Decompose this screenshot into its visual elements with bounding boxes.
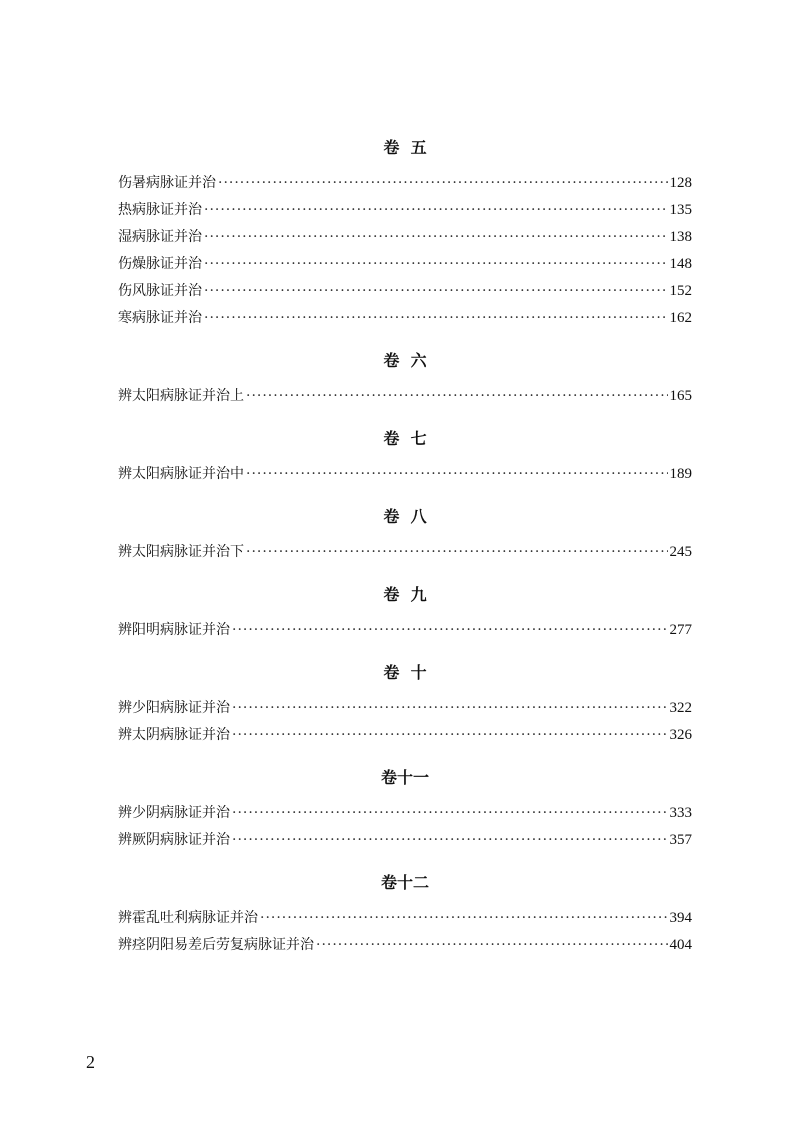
volume-heading: 卷 九 <box>383 585 427 604</box>
toc-entry[interactable] <box>118 197 692 224</box>
dot-leader <box>204 224 668 251</box>
toc-entry[interactable] <box>118 800 692 827</box>
volume-heading: 卷 十 <box>383 663 427 682</box>
volume-heading: 卷 五 <box>383 138 427 157</box>
toc-entry[interactable] <box>118 251 692 278</box>
entry-title: 伤燥脉证并治 <box>118 256 202 272</box>
table-of-contents <box>118 134 692 959</box>
dot-leader <box>204 197 668 224</box>
dot-leader <box>232 800 668 827</box>
entry-page-number: 162 <box>669 310 692 326</box>
toc-entry[interactable] <box>118 905 692 932</box>
toc-entry[interactable] <box>118 278 692 305</box>
toc-entry[interactable] <box>118 617 692 644</box>
entry-title: 辨太阳病脉证并治中 <box>118 466 244 482</box>
entry-page-number: 357 <box>669 832 692 848</box>
entry-title: 辨少阳病脉证并治 <box>118 700 230 716</box>
entry-page-number: 326 <box>669 727 692 743</box>
entry-title: 辨厥阴病脉证并治 <box>118 832 230 848</box>
entry-page-number: 189 <box>669 466 692 482</box>
toc-entry[interactable] <box>118 722 692 749</box>
volume-section <box>118 869 692 959</box>
entry-page-number: 394 <box>669 910 692 926</box>
dot-leader <box>246 383 668 410</box>
dot-leader <box>246 539 668 566</box>
dot-leader <box>218 170 668 197</box>
entry-page-number: 277 <box>669 622 692 638</box>
entry-title: 辨痉阴阳易差后劳复病脉证并治 <box>118 937 314 953</box>
entry-title: 辨太阴病脉证并治 <box>118 727 230 743</box>
entry-title: 湿病脉证并治 <box>118 229 202 245</box>
page-number: 2 <box>86 1052 95 1072</box>
entry-title: 寒病脉证并治 <box>118 310 202 326</box>
entry-page-number: 138 <box>669 229 692 245</box>
dot-leader <box>232 827 668 854</box>
toc-entry[interactable] <box>118 461 692 488</box>
entry-title: 辨少阴病脉证并治 <box>118 805 230 821</box>
entry-page-number: 152 <box>669 283 692 299</box>
dot-leader <box>260 905 668 932</box>
entry-title: 伤风脉证并治 <box>118 283 202 299</box>
dot-leader <box>232 695 668 722</box>
entry-title: 热病脉证并治 <box>118 202 202 218</box>
volume-heading: 卷十一 <box>380 768 429 787</box>
toc-entry[interactable] <box>118 383 692 410</box>
toc-entry[interactable] <box>118 305 692 332</box>
volume-section <box>118 503 692 566</box>
toc-entry[interactable] <box>118 827 692 854</box>
dot-leader <box>204 251 668 278</box>
toc-entry[interactable] <box>118 695 692 722</box>
entry-page-number: 128 <box>669 175 692 191</box>
entry-title: 辨太阳病脉证并治下 <box>118 544 244 560</box>
dot-leader <box>246 461 668 488</box>
toc-entry[interactable] <box>118 224 692 251</box>
entry-page-number: 333 <box>669 805 692 821</box>
dot-leader <box>316 932 668 959</box>
volume-heading: 卷 八 <box>383 507 427 526</box>
volume-heading: 卷 七 <box>383 429 427 448</box>
volume-section <box>118 659 692 749</box>
entry-title: 伤暑病脉证并治 <box>118 175 216 191</box>
dot-leader <box>232 617 668 644</box>
toc-entry[interactable] <box>118 539 692 566</box>
toc-entry[interactable] <box>118 932 692 959</box>
dot-leader <box>204 305 668 332</box>
volume-section <box>118 581 692 644</box>
volume-section <box>118 134 692 332</box>
entry-title: 辨太阳病脉证并治上 <box>118 388 244 404</box>
entry-page-number: 404 <box>669 937 692 953</box>
volume-section <box>118 764 692 854</box>
volume-heading: 卷十二 <box>380 873 429 892</box>
entry-page-number: 135 <box>669 202 692 218</box>
entry-title: 辨霍乱吐利病脉证并治 <box>118 910 258 926</box>
volume-section <box>118 347 692 410</box>
volume-heading: 卷 六 <box>383 351 427 370</box>
toc-entry[interactable] <box>118 170 692 197</box>
entry-page-number: 165 <box>669 388 692 404</box>
dot-leader <box>232 722 668 749</box>
entry-title: 辨阳明病脉证并治 <box>118 622 230 638</box>
entry-page-number: 322 <box>669 700 692 716</box>
dot-leader <box>204 278 668 305</box>
volume-section <box>118 425 692 488</box>
entry-page-number: 148 <box>669 256 692 272</box>
entry-page-number: 245 <box>669 544 692 560</box>
